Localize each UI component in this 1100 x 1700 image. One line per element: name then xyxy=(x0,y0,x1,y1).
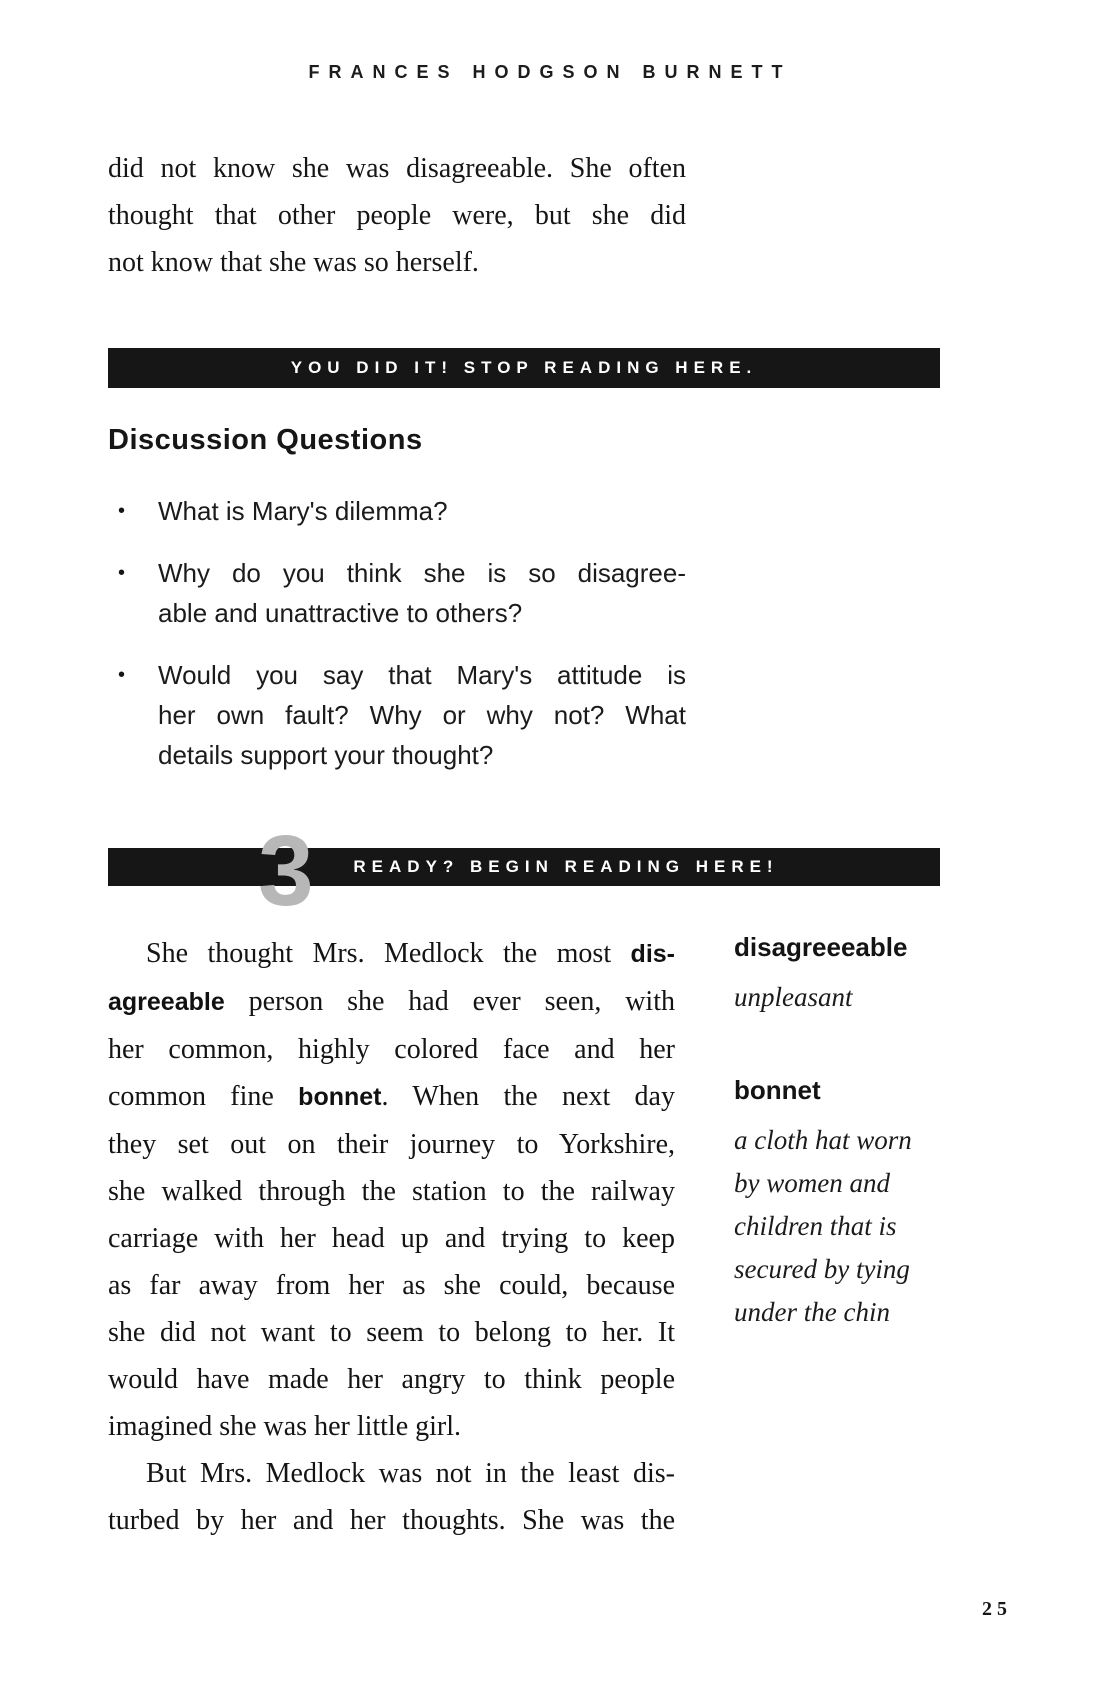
intro-line: did not know she was disagreeable. She often xyxy=(108,153,686,184)
definition-line: secured by tying xyxy=(734,1254,910,1284)
reading-line xyxy=(108,930,675,978)
vocab-entry xyxy=(734,1075,940,1334)
bullet-icon: • xyxy=(118,562,126,584)
definition-line: unpleasant xyxy=(734,982,853,1012)
question-line: Would you say that Mary's attitude is xyxy=(158,660,686,690)
question-line: her own fault? Why or why not? What xyxy=(158,700,686,730)
reading-line xyxy=(108,1450,675,1497)
reading-text: person she had ever seen, with xyxy=(224,986,675,1017)
vocab-entry xyxy=(734,932,940,1019)
begin-reading-banner xyxy=(108,815,940,927)
definition-line: by women and xyxy=(734,1168,890,1198)
reading-text: turbed by her and her thoughts. She was the xyxy=(108,1505,675,1536)
vocab-term-bold: agreeable xyxy=(108,988,225,1016)
question-line: What is Mary's dilemma? xyxy=(158,496,448,526)
vocab-definition xyxy=(734,976,940,1019)
reading-text: her common, highly colored face and her xyxy=(108,1034,675,1065)
reading-line xyxy=(108,1309,675,1356)
reading-line xyxy=(108,1262,675,1309)
vocab-word: bonnet xyxy=(734,1075,821,1105)
discussion-questions-heading: Discussion Questions xyxy=(108,424,423,456)
reading-line xyxy=(108,1497,675,1544)
bullet-icon: • xyxy=(118,500,126,522)
reading-section xyxy=(108,930,940,1544)
reading-line xyxy=(108,1215,675,1262)
definition-line: children that is xyxy=(734,1211,897,1241)
stop-reading-banner xyxy=(108,348,940,388)
discussion-question-list xyxy=(108,491,686,775)
definition-line: a cloth hat worn xyxy=(734,1125,912,1155)
bullet-icon: • xyxy=(118,664,126,686)
reading-line xyxy=(108,1073,675,1121)
discussion-question xyxy=(108,491,686,531)
intro-paragraph xyxy=(108,145,686,286)
running-header: FRANCES HODGSON BURNETT xyxy=(308,62,792,82)
discussion-question xyxy=(108,553,686,633)
intro-line: thought that other people were, but she did xyxy=(108,200,686,231)
vocab-word: disagreeeable xyxy=(734,932,908,962)
question-line: details support your thought? xyxy=(158,740,494,770)
page-number: 25 xyxy=(982,1598,1012,1620)
reading-text: common fine xyxy=(108,1081,299,1112)
question-line: able and unattractive to others? xyxy=(158,598,523,628)
vocabulary-sidebar xyxy=(734,930,940,1544)
begin-reading-banner-label: READY? BEGIN READING HERE! xyxy=(353,857,779,876)
chapter-number: 3 xyxy=(258,815,314,927)
reading-line xyxy=(108,1168,675,1215)
stop-reading-banner-label: YOU DID IT! STOP READING HERE. xyxy=(290,358,758,377)
reading-text: she walked through the station to the railway xyxy=(108,1176,675,1207)
reading-text: they set out on their journey to Yorkshire, xyxy=(108,1129,675,1160)
page-content xyxy=(108,145,940,1544)
reading-text: would have made her angry to think people xyxy=(108,1364,675,1395)
vocab-definition xyxy=(734,1119,940,1334)
reading-text-column xyxy=(108,930,675,1544)
vocab-term-bold: bonnet xyxy=(298,1083,382,1111)
intro-line: not know that she was so herself. xyxy=(108,247,479,278)
reading-text: She thought Mrs. Medlock the most xyxy=(146,938,631,969)
discussion-question xyxy=(108,655,686,775)
reading-text: imagined she was her little girl. xyxy=(108,1411,462,1442)
reading-text: . When the next day xyxy=(381,1081,675,1112)
reading-text: as far away from her as she could, because xyxy=(108,1270,675,1301)
vocab-term-bold: dis- xyxy=(630,940,675,968)
reading-text: But Mrs. Medlock was not in the least dis- xyxy=(146,1458,675,1489)
reading-line xyxy=(108,1356,675,1403)
reading-text: carriage with her head up and trying to keep xyxy=(108,1223,675,1254)
question-line: Why do you think she is so disagree- xyxy=(158,558,686,588)
reading-line xyxy=(108,1026,675,1073)
definition-line: under the chin xyxy=(734,1297,890,1327)
reading-line xyxy=(108,1403,675,1450)
reading-text: she did not want to seem to belong to her. It xyxy=(108,1317,675,1348)
reading-line xyxy=(108,978,675,1026)
reading-line xyxy=(108,1121,675,1168)
